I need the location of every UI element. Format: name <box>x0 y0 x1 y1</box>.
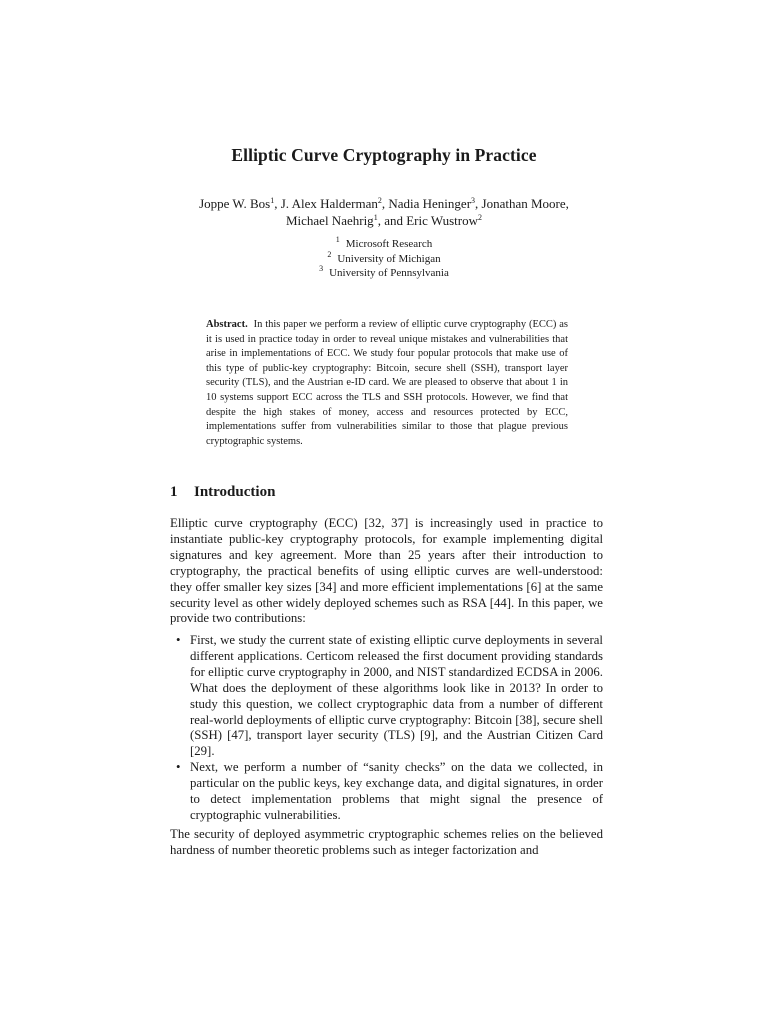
affiliation: $^1$ Microsoft Research <box>335 235 433 250</box>
bullet-icon: • <box>176 760 181 775</box>
list-item-text: Next, we perform a number of “sanity checks” on the data we collected, in particular on the public keys, key exchange data, and digital signatures, in order to detect implementation problems that might signal the presence of cryptographic vulnerabilities. <box>190 760 603 822</box>
author: Nadia Heninger$^3$, <box>388 196 482 211</box>
intro-paragraph-1: Elliptic curve cryptography (ECC) [32, 37] is increasingly used in practice to instantiate public-key cryptography protocols, for example implementing digital signatures and key agreement. More than 25 years after their introduction to cryptography, the practical benefits of using elliptic curves are well-understood: they offer smaller key sizes [34] and more efficient implementations [6] at the same security level as other widely deployed schemes such as RSA [44]. In this paper, we provide two contributions: <box>170 516 603 626</box>
abstract-label: Abstract. <box>206 319 248 330</box>
author-line-2 <box>0 212 768 229</box>
author: and Eric Wustrow$^2$ <box>384 213 483 228</box>
affiliation: $^3$ University of Pennsylvania <box>319 264 449 279</box>
list-item <box>170 760 603 824</box>
section-heading <box>170 484 275 501</box>
intro-paragraph-2: The security of deployed asymmetric cryptographic schemes relies on the believed hardness of number theoretic problems such as integer factorization and <box>170 827 603 857</box>
affiliation: $^2$ University of Michigan <box>327 249 441 265</box>
contribution-list <box>170 633 603 824</box>
bullet-icon: • <box>176 633 181 647</box>
section-number: 1 <box>170 484 178 500</box>
author-list <box>0 195 768 229</box>
author: Joppe W. Bos$^1$, <box>199 196 281 211</box>
abstract-text: In this paper we perform a review of elliptic curve cryptography (ECC) as it is used in practice today in order to reveal unique mistakes and vulnerabilities that arise in implementations of ECC. We study four popular protocols that make use of this type of public-key cryptography: Bitcoin, secure shell (SSH), transport layer security (TLS), and the Austrian e-ID card. We are pleased to observe that about 1 in 10 systems support ECC across the TLS and SSH protocols. However, we find that despite the high stakes of money, access and resources protected by ECC, implementations suffer from vulnerabilities similar to those that plague previous cryptographic systems. <box>206 319 569 447</box>
paper-title: Elliptic Curve Cryptography in Practice <box>231 145 537 165</box>
section-title: Introduction <box>194 484 276 500</box>
author-line-1 <box>0 195 768 212</box>
list-item-text: First, we study the current state of existing elliptic curve deployments in several different applications. Certicom released the first document providing standards for elliptic curve cryptography in 2000, and NIST standardized ECDSA in 2006. What does the deployment of these algorithms look like in 2013? In order to study this question, we collect cryptographic data from a number of different real-world deployments of elliptic curve cryptography: Bitcoin [38], secure shell (SSH) [47], transport layer security (TLS) [9], and the Austrian Citizen Card [29]. <box>190 633 603 759</box>
abstract <box>206 318 568 449</box>
affiliation-list <box>0 237 768 281</box>
author: J. Alex Halderman$^2$, <box>280 196 389 211</box>
author: Michael Naehrig$^1$, <box>285 213 385 228</box>
list-item <box>170 633 603 760</box>
author: Jonathan Moore, <box>481 196 569 211</box>
